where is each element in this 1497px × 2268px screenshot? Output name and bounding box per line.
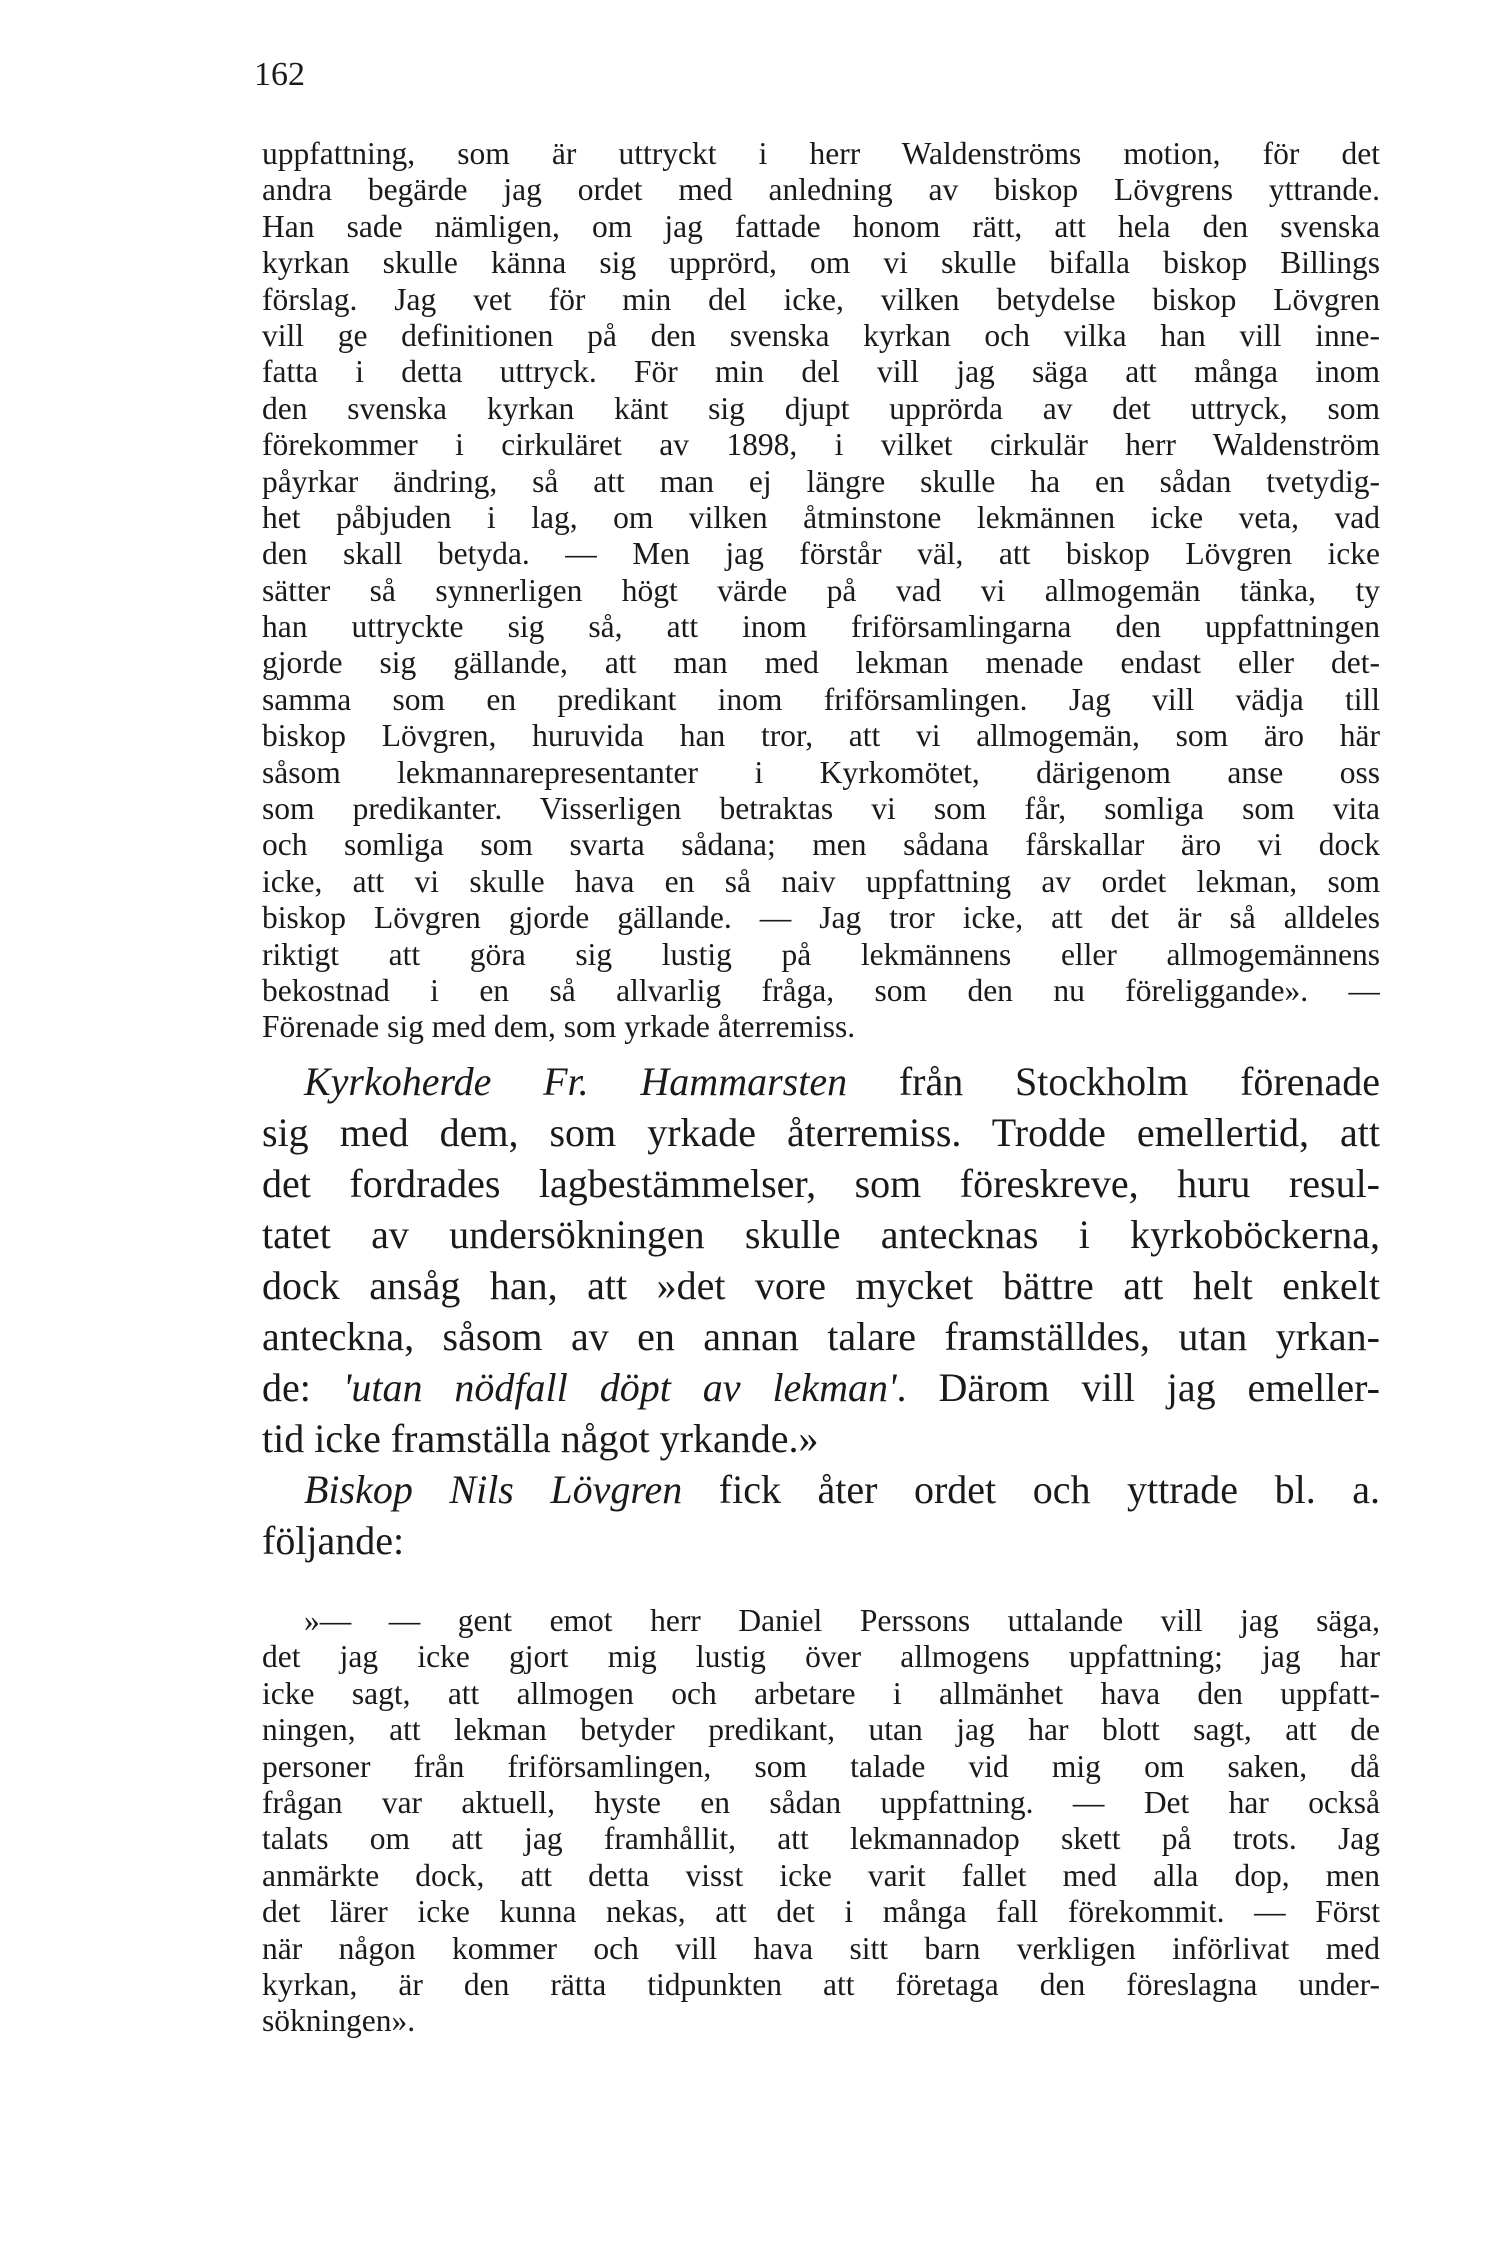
text-line: den svenska kyrkan känt sig djupt upprörda av det uttryck, som (262, 390, 1380, 426)
text-line: frågan var aktuell, hyste en sådan uppfattning. — Det har också (262, 1784, 1380, 1820)
text-line: förslag. Jag vet för min del icke, vilken betydelse biskop Lövgren (262, 281, 1380, 317)
text-line: sätter så synnerligen högt värde på vad vi allmogemän tänka, ty (262, 572, 1380, 608)
text-line: anmärkte dock, att detta visst icke varit fallet med alla dop, men (262, 1857, 1380, 1893)
text-line: personer från friförsamlingen, som talade vid mig om saken, då (262, 1748, 1380, 1784)
text-line: bekostnad i en så allvarlig fråga, som den nu föreliggande». — (262, 972, 1380, 1008)
text-line: »— — gent emot herr Daniel Perssons uttalande vill jag säga, (304, 1603, 1380, 1638)
text-line (262, 1362, 1380, 1413)
text-line: vill ge definitionen på den svenska kyrkan och vilka han vill inne- (262, 317, 1380, 353)
text-line: tatet av undersökningen skulle antecknas i kyrkoböckerna, (262, 1212, 1380, 1257)
text-line: sig med dem, som yrkade återremiss. Trodde emellertid, att (262, 1110, 1380, 1155)
text-line: icke, att vi skulle hava en så naiv uppfattning av ordet lekman, som (262, 863, 1380, 899)
text-line: kyrkan skulle känna sig upprörd, om vi skulle bifalla biskop Billings (262, 245, 1380, 281)
text-line: det lärer icke kunna nekas, att det i många fall förekommit. — Först (262, 1894, 1380, 1930)
text-fragment: . Därom vill jag emeller- (896, 1365, 1380, 1410)
text-line: uppfattning, som är uttryckt i herr Waldenströms motion, för det (262, 136, 1380, 171)
text-line: Förenade sig med dem, som yrkade återremiss. (262, 1009, 856, 1045)
text-line (262, 1056, 1380, 1107)
text-line: när någon kommer och vill hava sitt barn verkligen införlivat med (262, 1930, 1380, 1966)
text-line: riktigt att göra sig lustig på lekmännens eller allmogemännens (262, 936, 1380, 972)
text-line: sökningen». (262, 2003, 416, 2039)
text-line: samma som en predikant inom friförsamlingen. Jag vill vädja till (262, 681, 1380, 717)
speaker-name: Kyrkoherde Fr. Hammarsten (304, 1059, 848, 1104)
text-line: ningen, att lekman betyder predikant, utan jag har blott sagt, att de (262, 1712, 1380, 1748)
text-line: som predikanter. Visserligen betraktas vi som får, somliga som vita (262, 791, 1380, 827)
text-line: dock ansåg han, att »det vore mycket bättre att helt enkelt (262, 1263, 1380, 1308)
text-line: fatta i detta uttryck. För min del vill jag säga att många inom (262, 354, 1380, 390)
page-number: 162 (254, 56, 305, 93)
text-line: och somliga som svarta sådana; men sådana fårskallar äro vi dock (262, 827, 1380, 863)
text-line: påyrkar ändring, så att man ej längre skulle ha en sådan tvetydig- (262, 463, 1380, 499)
text-line: den skall betyda. — Men jag förstår väl, att biskop Lövgren icke (262, 536, 1380, 572)
text-fragment: från Stockholm förenade (847, 1059, 1380, 1104)
text-line: det fordrades lagbestämmelser, som föreskreve, huru resul- (262, 1161, 1380, 1206)
text-line: anteckna, såsom av en annan talare framställdes, utan yrkan- (262, 1314, 1380, 1359)
text-line: icke sagt, att allmogen och arbetare i allmänhet hava den uppfatt- (262, 1675, 1380, 1711)
text-line: tid icke framställa något yrkande.» (262, 1416, 819, 1461)
text-line: talats om att jag framhållit, att lekmannadop skett på trots. Jag (262, 1821, 1380, 1857)
text-line: Han sade nämligen, om jag fattade honom rätt, att hela den svenska (262, 208, 1380, 244)
text-line: biskop Lövgren, huruvida han tror, att vi allmogemän, som äro här (262, 718, 1380, 754)
text-line: kyrkan, är den rätta tidpunkten att företaga den föreslagna under- (262, 1966, 1380, 2002)
speaker-name: Biskop Nils Lövgren (304, 1467, 683, 1512)
text-block-quote (262, 1603, 1380, 2040)
text-line: andra begärde jag ordet med anledning av biskop Lövgrens yttrande. (262, 172, 1380, 208)
text-line: gjorde sig gällande, att man med lekman menade endast eller det- (262, 645, 1380, 681)
text-block-speech-continuation (262, 136, 1380, 1046)
text-line: förekommer i cirkuläret av 1898, i vilket cirkulär herr Waldenström (262, 427, 1380, 463)
text-line: det jag icke gjort mig lustig över allmogens uppfattning; jag har (262, 1639, 1380, 1675)
text-line: het påbjuden i lag, om vilken åtminstone lekmännen icke veta, vad (262, 499, 1380, 535)
text-line: han uttryckte sig så, att inom friförsamlingarna den uppfattningen (262, 609, 1380, 645)
text-line: såsom lekmannarepresentanter i Kyrkomötet, därigenom anse oss (262, 754, 1380, 790)
text-line (262, 1464, 1380, 1515)
text-fragment: fick åter ordet och yttrade bl. a. (682, 1467, 1380, 1512)
text-fragment: de: (262, 1365, 343, 1410)
text-block-main (262, 1056, 1380, 1566)
text-line: biskop Lövgren gjorde gällande. — Jag tror icke, att det är så alldeles (262, 900, 1380, 936)
quoted-phrase: 'utan nödfall döpt av lekman' (342, 1365, 897, 1410)
text-line: följande: (262, 1518, 405, 1563)
